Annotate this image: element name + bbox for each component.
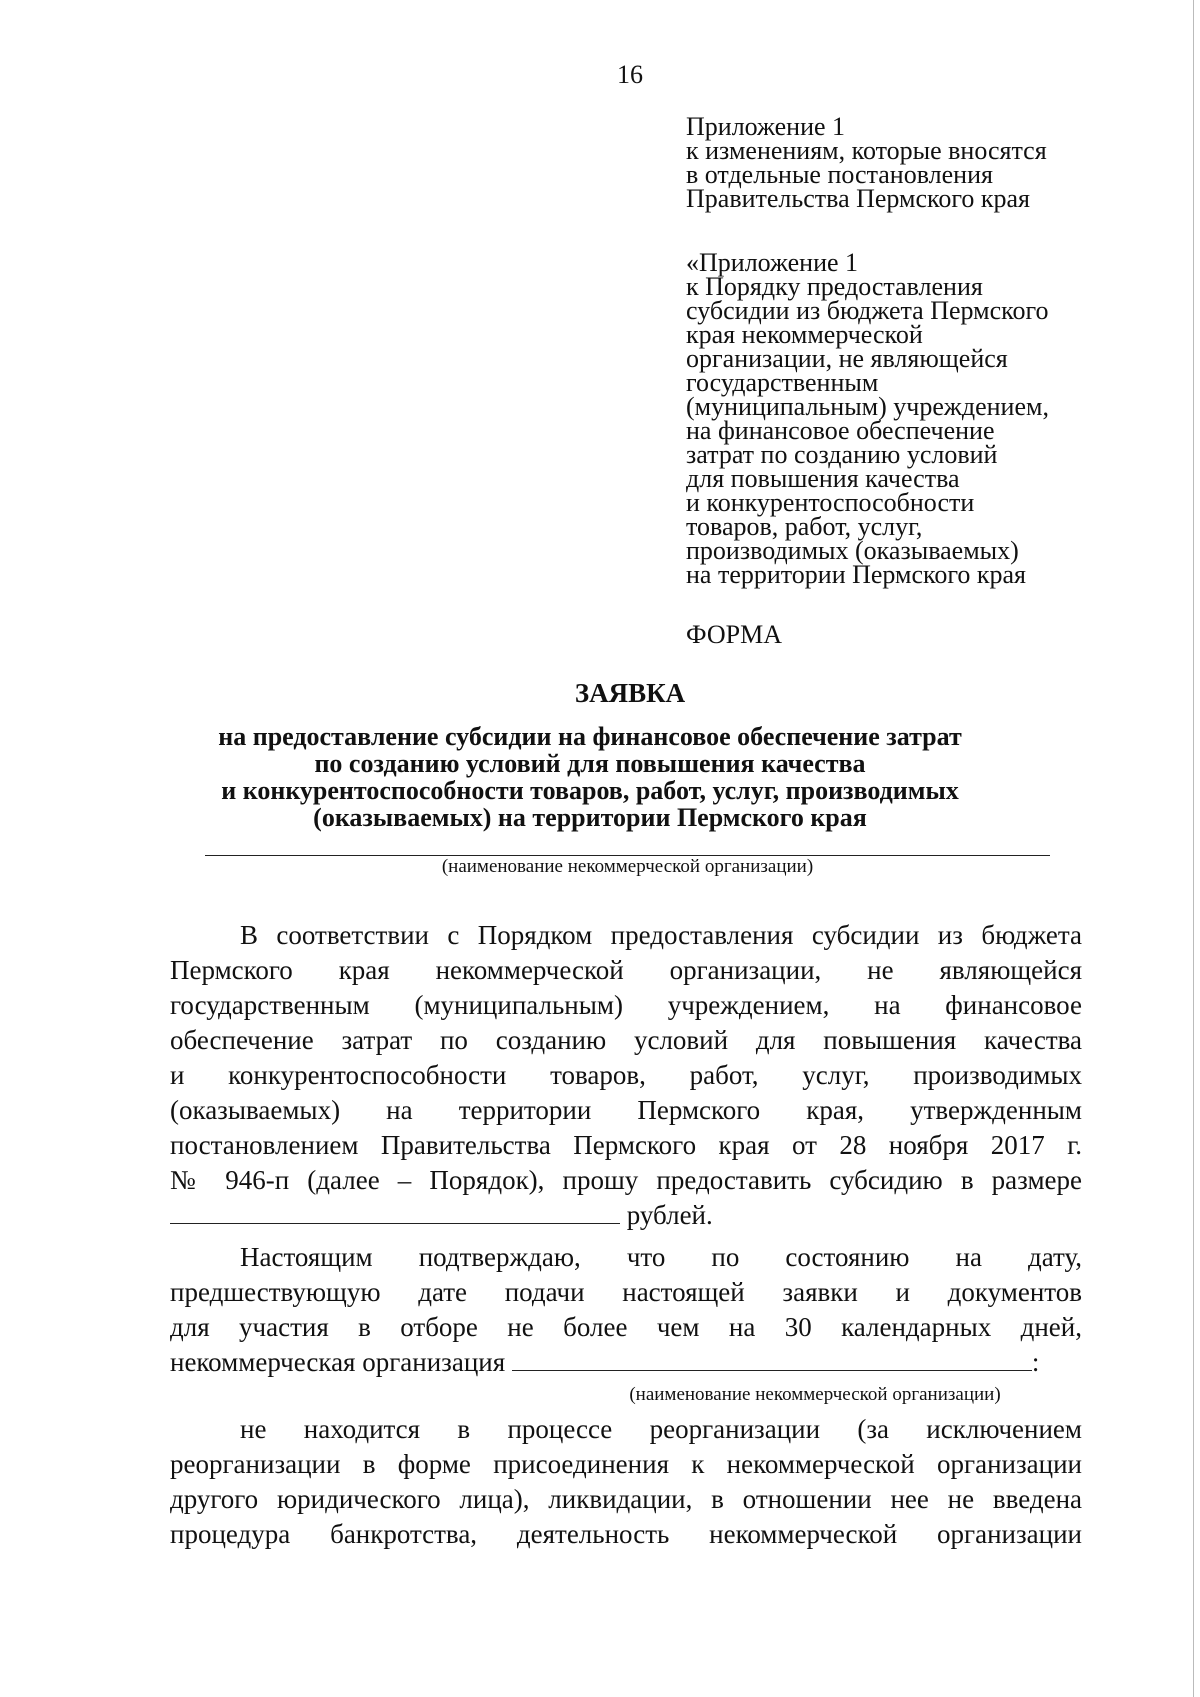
appendix-order-line: субсидии из бюджета Пермского bbox=[686, 296, 1049, 325]
scan-edge bbox=[1193, 0, 1194, 1697]
paragraph-line: другого юридического лица), ликвидации, в отношении нее не введена bbox=[170, 1484, 1082, 1514]
paragraph-line: предшествующую дате подачи настоящей заявки и документов bbox=[170, 1277, 1082, 1307]
subtitle-line: и конкурентоспособности товаров, работ, услуг, производимых bbox=[221, 776, 959, 805]
paragraph-line: № 946-п (далее – Порядок), прошу предоставить субсидию в размере bbox=[170, 1165, 1082, 1195]
amount-blank[interactable] bbox=[170, 1201, 620, 1224]
appendix-order-line: «Приложение 1 bbox=[686, 248, 859, 277]
org-name-caption: (наименование некоммерческой организации) bbox=[441, 856, 814, 877]
paragraph-line: для участия в отборе не более чем на 30 календарных дней, bbox=[170, 1312, 1082, 1342]
paragraph-3 bbox=[170, 1412, 1082, 1552]
appendix-order-line: государственным bbox=[686, 368, 879, 397]
org-line-colon: : bbox=[1031, 1347, 1040, 1377]
appendix-order-line: и конкурентоспособности bbox=[686, 488, 975, 517]
rubles-label: рублей. bbox=[626, 1200, 713, 1230]
org-name-caption-2: (наименование некоммерческой организации) bbox=[629, 1384, 1001, 1405]
appendix-order-line: товаров, работ, услуг, bbox=[686, 512, 923, 541]
appendix-order-line: (муниципальным) учреждением, bbox=[686, 392, 1049, 421]
appendix-order-line: затрат по созданию условий bbox=[686, 440, 998, 469]
appendix-order-line: на финансовое обеспечение bbox=[686, 416, 995, 445]
form-label: ФОРМА bbox=[686, 620, 782, 649]
paragraph-line: процедура банкротства, деятельность некоммерческой организации bbox=[170, 1519, 1082, 1549]
paragraph-line: и конкурентоспособности товаров, работ, услуг, производимых bbox=[170, 1060, 1082, 1090]
paragraph-2 bbox=[170, 1240, 1082, 1380]
org-line-label: некоммерческая организация bbox=[170, 1347, 506, 1377]
paragraph-1 bbox=[170, 918, 1082, 1233]
appendix-block bbox=[686, 112, 1106, 589]
org-line bbox=[170, 1345, 1082, 1380]
document-title: ЗАЯВКА bbox=[574, 678, 686, 708]
appendix-order-line: производимых (оказываемых) bbox=[686, 536, 1019, 565]
paragraph-line: государственным (муниципальным) учреждением, на финансовое bbox=[170, 990, 1082, 1020]
appendix-order-line: для повышения качества bbox=[686, 464, 960, 493]
paragraph-line: постановлением Правительства Пермского края от 28 ноября 2017 г. bbox=[170, 1130, 1082, 1160]
appendix-header-line: Правительства Пермского края bbox=[686, 184, 1030, 213]
appendix-order-line: организации, не являющейся bbox=[686, 344, 1008, 373]
appendix-header-line: к изменениям, которые вносятся bbox=[686, 136, 1047, 165]
subtitle-line: по созданию условий для повышения качества bbox=[314, 749, 866, 778]
appendix-order-line: к Порядку предоставления bbox=[686, 272, 983, 301]
subtitle-line: (оказываемых) на территории Пермского края bbox=[313, 803, 867, 832]
subtitle-line: на предоставление субсидии на финансовое обеспечение затрат bbox=[218, 722, 962, 751]
document-subtitle bbox=[140, 723, 1040, 831]
paragraph-line: В соответствии с Порядком предоставления субсидии из бюджета bbox=[240, 920, 1082, 950]
appendix-header-line: Приложение 1 bbox=[686, 112, 846, 141]
appendix-header-line: в отдельные постановления bbox=[686, 160, 993, 189]
paragraph-line: Настоящим подтверждаю, что по состоянию на дату, bbox=[240, 1242, 1082, 1272]
paragraph-line: не находится в процессе реорганизации (за исключением bbox=[240, 1414, 1082, 1444]
page-number: 16 bbox=[617, 60, 643, 89]
appendix-order-line: на территории Пермского края bbox=[686, 560, 1026, 589]
paragraph-line: Пермского края некоммерческой организации, не являющейся bbox=[170, 955, 1082, 985]
paragraph-line: реорганизации в форме присоединения к некоммерческой организации bbox=[170, 1449, 1082, 1479]
org-name-blank-2[interactable] bbox=[512, 1348, 1032, 1371]
appendix-order-line: края некоммерческой bbox=[686, 320, 923, 349]
paragraph-line: (оказываемых) на территории Пермского края, утвержденным bbox=[170, 1095, 1082, 1125]
paragraph-line: обеспечение затрат по созданию условий для повышения качества bbox=[170, 1025, 1082, 1055]
amount-line bbox=[170, 1198, 1082, 1233]
